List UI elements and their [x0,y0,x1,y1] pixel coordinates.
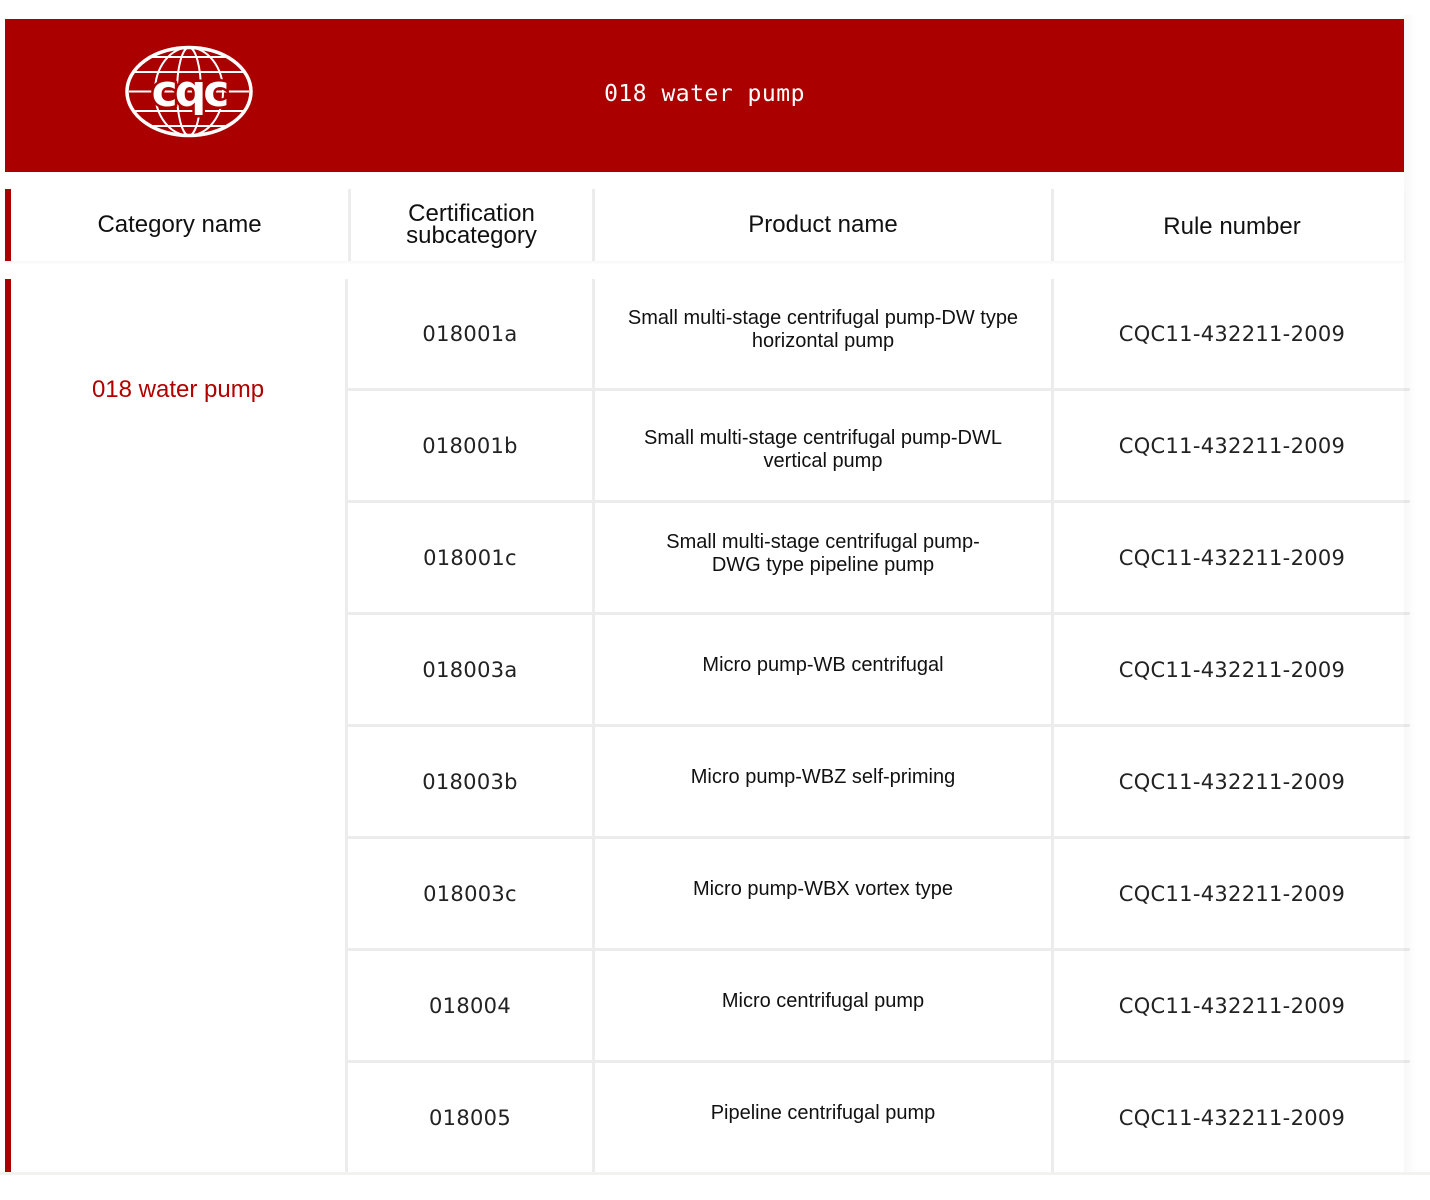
product-name-text: Small multi-stage centrifugal pump-DW type horizontal pump [627,306,1019,352]
product-name [592,951,1051,1060]
page-title: 018 water pump [604,81,805,107]
product-name [592,615,1051,724]
page-edge-shadow [1404,15,1416,1175]
rule-number: CQC11-432211-2009 [1051,503,1410,612]
product-name-text: Micro pump-WB centrifugal [702,654,944,676]
rule-number: CQC11-432211-2009 [1051,391,1410,500]
product-name [592,839,1051,948]
product-name [592,391,1051,500]
subcategory-code: 018003b [422,769,518,794]
table-row [348,279,1410,391]
subcategory-code: 018001c [423,545,517,570]
svg-text:cqc: cqc [151,66,227,117]
rule-number: CQC11-432211-2009 [1051,615,1410,724]
page-header [5,19,1404,172]
table-row [348,727,1410,839]
subcategory-code: 018003a [422,657,518,682]
product-name [592,503,1051,612]
product-name-text: Pipeline centrifugal pump [710,1102,936,1124]
column-header-category: Category name [97,211,262,238]
table-row [348,615,1410,727]
subcategory-code: 018003c [423,881,517,906]
product-name-text: Micro centrifugal pump [721,990,925,1012]
category-cell [11,279,348,1172]
product-name-text: Small multi-stage centrifugal pump-DWL vertical pump [644,426,1002,472]
product-name-text: Small multi-stage centrifugal pump-DWG type pipeline pump [666,530,980,576]
rule-number: CQC11-432211-2009 [1051,1063,1410,1172]
column-header-rule: Rule number [1051,189,1410,261]
subcategory-code: 018001b [422,433,518,458]
product-name [592,279,1051,388]
rule-number: CQC11-432211-2009 [1051,727,1410,836]
rule-number: CQC11-432211-2009 [1051,279,1410,388]
table-row [348,951,1410,1063]
table-row [348,503,1410,615]
subcategory-code: 018004 [429,993,511,1018]
column-header-product: Product name [592,189,1051,261]
column-header-subcategory-label: Certification subcategory [406,200,537,249]
column-header-subcategory [348,189,592,261]
table-row [348,391,1410,503]
product-name [592,727,1051,836]
subcategory-code: 018005 [429,1105,511,1130]
table-row [348,1063,1410,1175]
rule-number: CQC11-432211-2009 [1051,839,1410,948]
subcategory-code: 018001a [422,321,518,346]
table-header [5,189,1404,261]
rule-number: CQC11-432211-2009 [1051,951,1410,1060]
table-row [348,839,1410,951]
product-name-text: Micro pump-WBX vortex type [692,878,954,900]
product-name-text: Micro pump-WBZ self-priming [690,766,956,788]
category-name: 018 water pump [91,376,265,403]
table-body [5,279,1404,1172]
product-name [592,1063,1051,1172]
bottom-divider [0,1172,1430,1175]
